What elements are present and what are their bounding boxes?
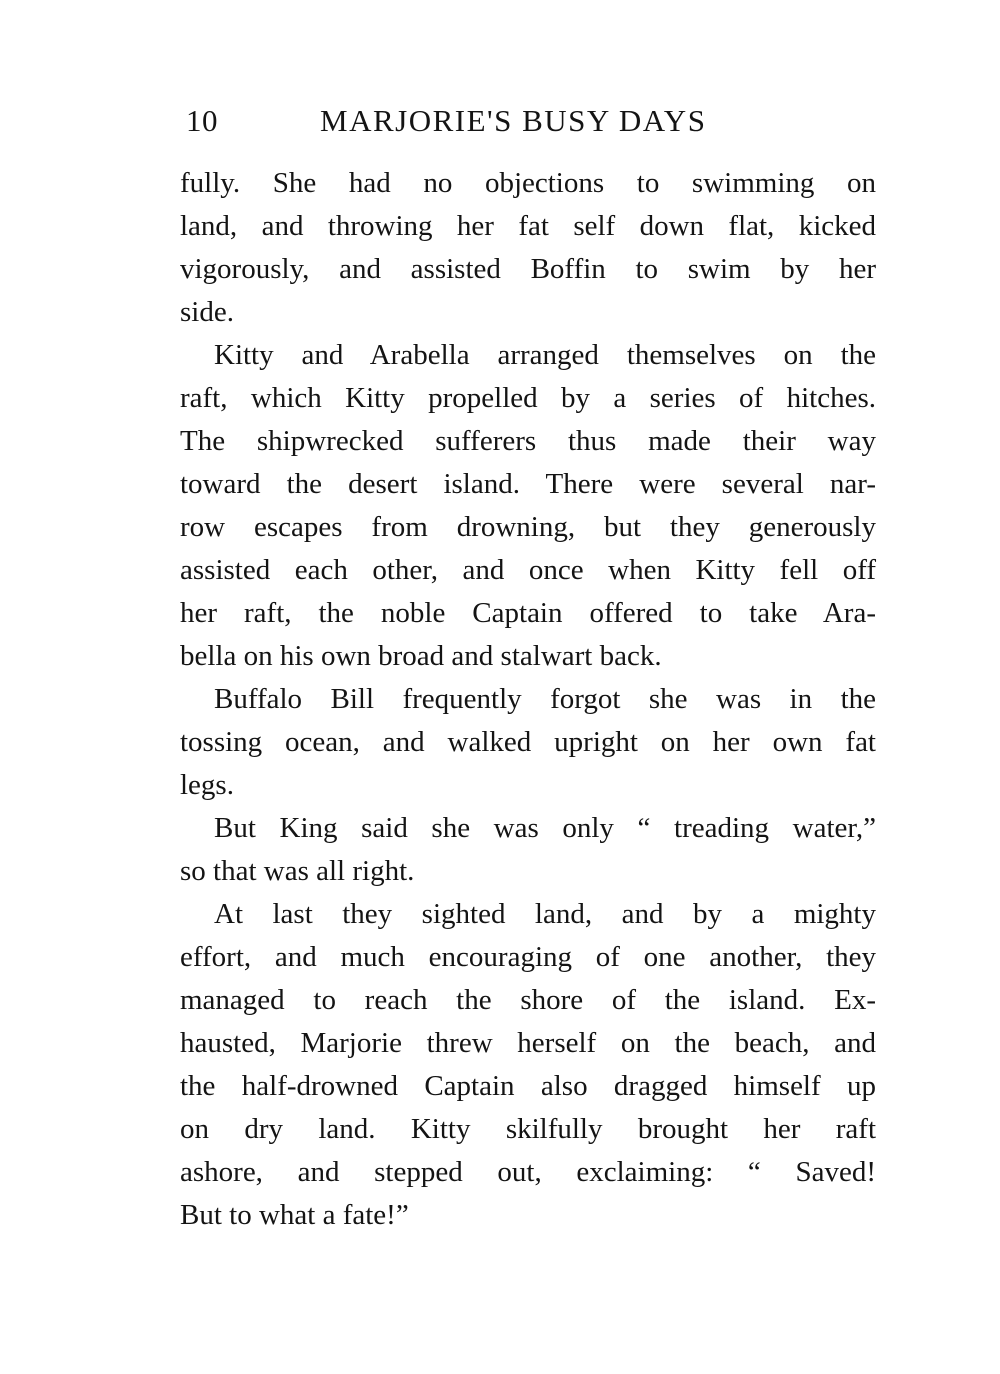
text-line: the half-drowned Captain also dragged himself up bbox=[180, 1070, 876, 1102]
paragraph bbox=[180, 678, 876, 807]
paragraph bbox=[180, 893, 876, 1237]
text-line: assisted each other, and once when Kitty fell off bbox=[180, 554, 876, 586]
text-line: The shipwrecked sufferers thus made their way bbox=[180, 425, 876, 457]
text-line: toward the desert island. There were several nar- bbox=[180, 468, 876, 500]
text-line: ashore, and stepped out, exclaiming: “ Saved! bbox=[180, 1156, 876, 1188]
text-line: on dry land. Kitty skilfully brought her raft bbox=[180, 1113, 876, 1145]
text-line: her raft, the noble Captain offered to take Ara- bbox=[180, 597, 876, 629]
book-title: MARJORIE'S BUSY DAYS bbox=[320, 103, 707, 138]
text-line: legs. bbox=[180, 769, 234, 801]
text-line: effort, and much encouraging of one another, they bbox=[180, 941, 876, 973]
text-line: row escapes from drowning, but they generously bbox=[180, 511, 876, 543]
text-line: But to what a fate!” bbox=[180, 1199, 409, 1231]
text-line: side. bbox=[180, 296, 234, 328]
paragraph bbox=[180, 162, 876, 334]
body-text bbox=[180, 162, 876, 1237]
running-head bbox=[186, 98, 886, 144]
text-line: fully. She had no objections to swimming on bbox=[180, 167, 876, 199]
text-line: But King said she was only “ treading water,” bbox=[214, 812, 876, 844]
paragraph bbox=[180, 334, 876, 678]
text-line: raft, which Kitty propelled by a series of hitches. bbox=[180, 382, 876, 414]
text-line: vigorously, and assisted Boffin to swim by her bbox=[180, 253, 876, 285]
page-number: 10 bbox=[186, 103, 218, 138]
text-line: Buffalo Bill frequently forgot she was in the bbox=[214, 683, 876, 715]
text-line: land, and throwing her fat self down flat, kicked bbox=[180, 210, 876, 242]
text-line: At last they sighted land, and by a mighty bbox=[214, 898, 876, 930]
text-line: bella on his own broad and stalwart back. bbox=[180, 640, 662, 672]
paragraph bbox=[180, 807, 876, 893]
text-line: hausted, Marjorie threw herself on the beach, and bbox=[180, 1027, 876, 1059]
text-line: managed to reach the shore of the island. Ex- bbox=[180, 984, 876, 1016]
text-line: so that was all right. bbox=[180, 855, 415, 887]
text-line: Kitty and Arabella arranged themselves on the bbox=[214, 339, 876, 371]
text-line: tossing ocean, and walked upright on her own fat bbox=[180, 726, 876, 758]
